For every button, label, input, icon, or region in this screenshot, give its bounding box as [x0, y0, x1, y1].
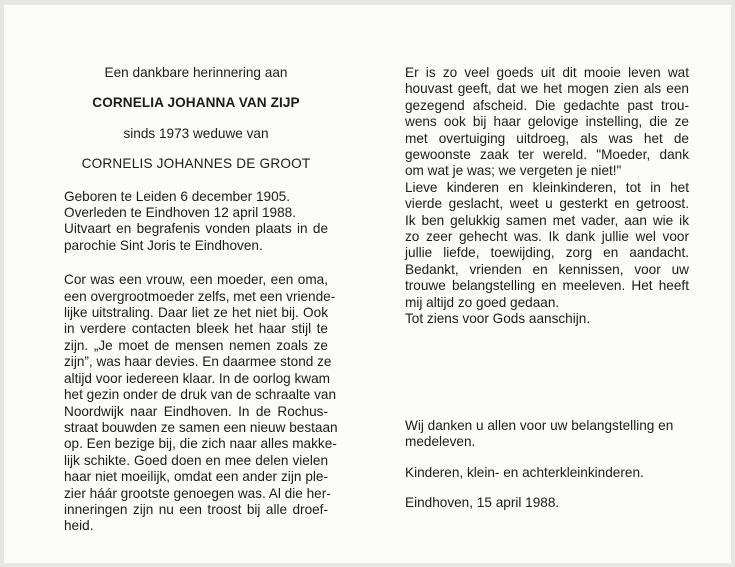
right-column: [405, 65, 689, 328]
bio-line: inneringen zijn nu een troost bij alle droef-: [64, 501, 328, 517]
text-line: Er is zo veel goeds uit dit mooie leven wat: [405, 65, 689, 80]
bio-line: lijke uitstraling. Daar liet ze het niet bij. Ook: [64, 305, 328, 321]
bio-line: zijn”, was haar devies. En daarmee stond ze: [64, 354, 332, 370]
fact-line: Overleden te Eindhoven 12 april 1988.: [64, 205, 297, 221]
text-line: gewoonste zaak ter wereld. "Moeder, dank: [405, 147, 689, 163]
bio-line: straat bouwden ze samen een nieuw bestaan: [64, 419, 338, 435]
husband-name: CORNELIS JOHANNES DE GROOT: [81, 156, 311, 172]
card-edge-right: [731, 0, 735, 567]
text-line: met overtuiging uitdroeg, als was het de: [405, 130, 689, 146]
text-line: zo zeer gehecht was. Ik dank jullie wel voor: [405, 229, 689, 245]
text-line: wens ook bij haar gelovige instelling, die ze: [405, 114, 689, 130]
text-line: Ik ben gelukkig samen met vader, aan wie ik: [405, 212, 689, 228]
thanks-line: Wij danken u allen voor uw belangstelling en: [405, 418, 674, 433]
bio-line: heid.: [64, 518, 94, 534]
text-line: Lieve kinderen en kleinkinderen, tot in het: [405, 179, 689, 195]
place-date: Eindhoven, 15 april 1988.: [405, 495, 560, 511]
text-line: gezegend afscheid. Die gedachte past trou-: [405, 97, 689, 113]
fact-line: Geboren te Leiden 6 december 1905.: [64, 188, 290, 204]
text-line: Tot ziens voor Gods aanschijn.: [405, 311, 591, 327]
thanks-paragraph: [405, 418, 695, 451]
bio-line: altijd voor iedereen klaar. In de oorlog kwam: [64, 370, 330, 386]
text-line: houvast geeft, dat we het mogen zien als een: [405, 81, 689, 97]
bio-line: het gezin onder de druk van de schraalte van: [64, 387, 337, 403]
bio-line: Cor was een vrouw, een moeder, een oma,: [64, 272, 328, 288]
closing-block: [405, 418, 695, 512]
bio-line: lijk schikte. Goed doen en mee delen vielen: [64, 452, 328, 468]
biography-paragraph: [64, 272, 338, 535]
bio-line: Noordwijk naar Eindhoven. In de Rochus-: [64, 403, 328, 419]
bio-line: een overgrootmoeder zelfs, met een vriende-: [64, 288, 336, 304]
bio-line: op. Een bezige bij, die zich naar alles makke-: [64, 436, 337, 452]
life-facts: [64, 189, 328, 255]
bio-line: in verdere contacten bleek het haar stijl te: [64, 321, 328, 337]
thanks-line: medeleven.: [405, 434, 476, 450]
bio-line: haar niet moeilijk, omdat een ander zijn ple-: [64, 469, 328, 485]
fact-line: Uitvaart en begrafenis vonden plaats in de: [64, 221, 328, 237]
card-edge-left: [0, 0, 4, 567]
deceased-name: CORNELIA JOHANNA VAN ZIJP: [92, 95, 300, 111]
text-line: mij altijd zo goed gedaan.: [405, 294, 560, 310]
text-line: Bedankt, vrienden en kennissen, voor uw: [405, 261, 689, 277]
text-line: vierde geslacht, weet u gesterkt en getroost.: [405, 196, 689, 212]
fact-line: parochie Sint Joris te Eindhoven.: [64, 237, 263, 253]
bio-line: zier háár grootste genoegen was. Al die her-: [64, 485, 331, 501]
card-edge-bottom: [0, 563, 735, 567]
text-line: trouwe belangstelling en meeleven. Het heeft: [405, 278, 689, 294]
text-line: jullie liefde, toewijding, zorg en aandacht.: [405, 245, 689, 261]
text-line: om wat je was; we vergeten je niet!": [405, 163, 622, 179]
bio-line: zijn. „Je moet de mensen nemen zoals ze: [64, 337, 328, 353]
card-edge-top: [0, 0, 735, 5]
left-column: [64, 65, 338, 535]
widow-line: sinds 1973 weduwe van: [123, 125, 269, 141]
family-signature: Kinderen, klein- en achterkleinkinderen.: [405, 464, 644, 480]
intro-line: Een dankbare herinnering aan: [104, 65, 288, 80]
